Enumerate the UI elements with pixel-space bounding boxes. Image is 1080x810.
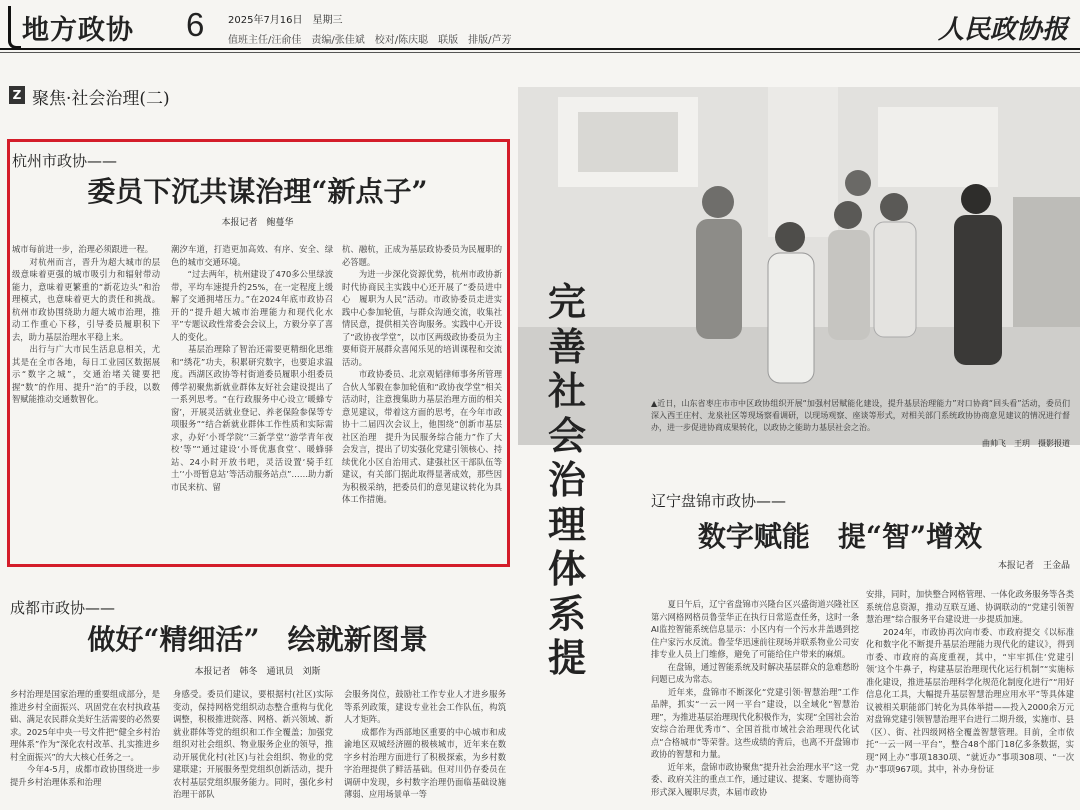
header-rule xyxy=(0,48,1080,50)
article-column: 夏日午后，辽宁省盘锦市兴隆台区兴盛街道兴隆社区第六网格网格员鲁莹华正在执行日常巡查任务，这时一条AI监控智能系统信息显示：小区内有一个污水井盖遇到挖住户家污水反流。鲁莹华迅速前往现场并联系物业公司安排专业人员上门维修，避免了可能给住户带来的麻烦。 在盘锦，通过智能系统及时解决基层群众的急难愁盼问题已成为常态。 近年来，盘锦市不断深化“党建引领·智慧治理”工作品牌，抓实“一云一网一平台”建设，以全域化“智慧治理”，为推进基层治理现代化积极作为，实现“全国社会治安综合治理优秀市”、全国首批市域社会治理现代化试点“合格城市”等荣誉。这些成绩的背后，也离不开盘锦市政协的智慧和力量。 近年来，盘锦市政协聚焦“提升社会治理水平”这一党委、政府关注的重点工作，通过建议、提案、专题协商等形式深入履职尽责，本届市政协 xyxy=(651,599,859,797)
article-column: 安排，同时，加快整合网格管理、一体化政务服务等各类系统信息资源，推动互联互通、协调联动的“党建引领智慧治理”综合服务平台建设进一步提质加速。 2024年，市政协再次向市委、市政府提交《以标准化和数字化不断提升基层治理能力现代化的建议》，得到市委、市政府的高度重视，其中，“牢牢抓住‘党建引领’这个牛鼻子，构建基层治理现代化运行机制”“实施标准化建设，推进基层治理科学化规范化制度化进行”“用好信息化工具，大幅提升基层智慧治理应用水平”等具体建议被相关职能部门转化为具体举措——投入2000余万元对盘锦党建引领智慧治理平台进行二期升级，实施市、县（区）、街、社四级网格全覆盖智慧管理。目前，全市依托“一云一网一平台”，整合48个部门18亿多条数据，实现“网上办”事项1830项、“就近办”事项308项、“一次办”事项967项。其中，补办身份证 xyxy=(866,589,1074,774)
article-column: 杭、融杭，正成为基层政协委员为民履职的必答题。 为进一步深化资源优势，杭州市政协新时代协商民主实践中心还开展了“委员进中心 履职为人民”活动。市政协委员走进实践中心参加轮值，与群众沟通交流，收集社情民意，提供相关咨询服务。实践中心开设了“政协夜学堂”，以市区两级政协委员为主要师资开展群众喜闻乐见的培训课程和交流活动。 市政协委员、北京观韬律师事务所管理合伙人邹毅在参加轮值和“政协夜学堂”相关活动时，注意搜集助力基层治理方面的相关意见建议，带着这方面的思考，在今年市政协十二届四次会议上，他围绕“创新市基层社区治理 提升为民服务综合能力”作了大会发言，提出了切实强化党建引领核心、持续优化小区自治用式、建强社区干部队伍等建议，有关部门据此取得显著成效，那些因为积极采纳，把委员们的意见建议转化为具体工作措施。 xyxy=(342,244,502,504)
section-name: 地方政协 xyxy=(22,15,134,46)
article-column: 潮汐车道，打造更加高效、有序、安全、绿色的城市交通环境。 “过去两年，杭州建设了470多公里绿波带，平均车速提升约25%，在一定程度上缓解了交通拥堵压力。”在2024年底市政协召开的“提升超大城市治理能力和现代化水平”专题议政性常委会会议上，方毅分享了喜人的变化。 基层治理除了智治还需要更精细化思维和“绣花”功夫，积累研究数字，也要追求温度。西湖区政协等村街道委员履职小组委员傅学初聚焦新就业群体友好社会建设提出了一系列思考。“在行政服务中心设立‘暖蜂专窗’，开展灵活就业登记、养老保险参保等专项服务”“结合新就业群体工作性质和实际需求，办好‘小哥学院’‘三新学堂’‘游学青年夜校’等”“通过建设‘小哥优惠食堂’、暖蜂驿站、24小时开放书吧，灵活设置‘骑手红土’‘小哥暂息站’等活动服务站点”……助力新市民来杭、留 xyxy=(171,244,333,492)
vertical-headline: 完善社会治理体系 提 xyxy=(547,279,625,680)
article-title: 委员下沉共谋治理“新点子” xyxy=(87,175,428,208)
article-byline: 本报记者 韩冬 通讯员 刘斯 xyxy=(194,667,321,677)
article-source: 成都市政协—— xyxy=(10,599,116,617)
article-byline: 本报记者 鲍蔓华 xyxy=(221,218,294,228)
article-column: 城市每前进一步，治理必须跟进一程。 对杭州而言，晋升为超大城市的层级意味着更强的城市吸引力和辐射带动能力，意味着更繁重的“新花边头”和治理模式，也意味着更大的责任和挑战。杭州市政协围绕助力超大城市治理，推动工作重心下移，引导委员履职积下去，助力基层治理水平稳上来。 出行与广大市民生活息息相关，尤其是在全市各地，每日工业园区数据展示“数字之城”，交通治堵关键要把握“数”的作用、提升“治”的手段，以数智赋能推动交通数智化。 xyxy=(12,244,160,404)
news-photo xyxy=(518,87,1080,445)
page-number: 6 xyxy=(186,6,205,43)
paper-logo: 人民政协报 xyxy=(937,15,1068,45)
photo-caption: ▲近日，山东省枣庄市市中区政协组织开展“加强村居赋能化建设，提升基层治理能力”对口协商“回头看”活动，委员们深入西王庄村、龙泉社区等现场察看调研，以现场观察、座谈等形式，对相关部门系统政协协商意见建议的情况进行督办，进一步促进协商成果转化，以政协之能助力基层社会之治。 xyxy=(651,399,1070,432)
article-column: 身感受。委员们建议，要根据村(社区)实际变动，保持网格党组织动态整合重构与优化调整，积极推进院落、网格、新兴领域、新就业群体等党的组织和工作全覆盖；加强党组织对社会组织、物业服务企业的领导，推动开展优化村(社区)与社会组织、物业的党建联建；开展服务型党组织创新活动，提升农村基层党组织服务能力。同时，强化乡村治理干部队 xyxy=(173,689,333,799)
article-column: 乡村治理是国家治理的重要组成部分，是推进乡村全面振兴、巩固党在农村执政基础、满足农民群众美好生活需要的必然要求。2025年中央一号文件把“健全乡村治理体系”作为“深化农村改革、扎实推进乡村全面振兴”的大大核心任务之一。 今年4-5月，成都市政协围绕进一步提升乡村治理体系和治理 xyxy=(10,689,160,787)
article-source: 杭州市政协—— xyxy=(12,152,118,170)
masthead-bracket xyxy=(8,6,21,49)
article-column: 会服务岗位，鼓励社工作专业人才进乡服务等系列政策，建设专业社会工作队伍，构筑人才矩阵。 成都作为西部地区重要的中心城市和成渝地区双城经济圈的极核城市，近年来在数字乡村治理方面进行了积极探索，为乡村数字治理提供了鲜活基础。但对川仍存委员在调研中发现，乡村数字治理仍面临基础设施薄弱、应用场景单一等 xyxy=(344,689,506,799)
issue-staff: 值班主任/汪俞佳 责编/张佳斌 校对/陈庆聪 联版 排版/芦芳 xyxy=(228,35,512,46)
issue-date: 2025年7月16日 星期三 xyxy=(228,15,343,26)
header-rule-thin xyxy=(0,52,1080,53)
photo-credit: 曲帅飞 王玥 摄影报道 xyxy=(982,439,1070,448)
topic-label: 聚焦·社会治理(二) xyxy=(32,89,170,109)
photo-illustration xyxy=(518,87,1080,445)
article-byline: 本报记者 王金晶 xyxy=(997,561,1070,571)
article-title: 数字赋能 提“智”增效 xyxy=(697,520,983,553)
article-title: 做好“精细活” 绘就新图景 xyxy=(87,623,428,656)
topic-badge: Z xyxy=(9,86,25,104)
article-source: 辽宁盘锦市政协—— xyxy=(651,492,787,510)
